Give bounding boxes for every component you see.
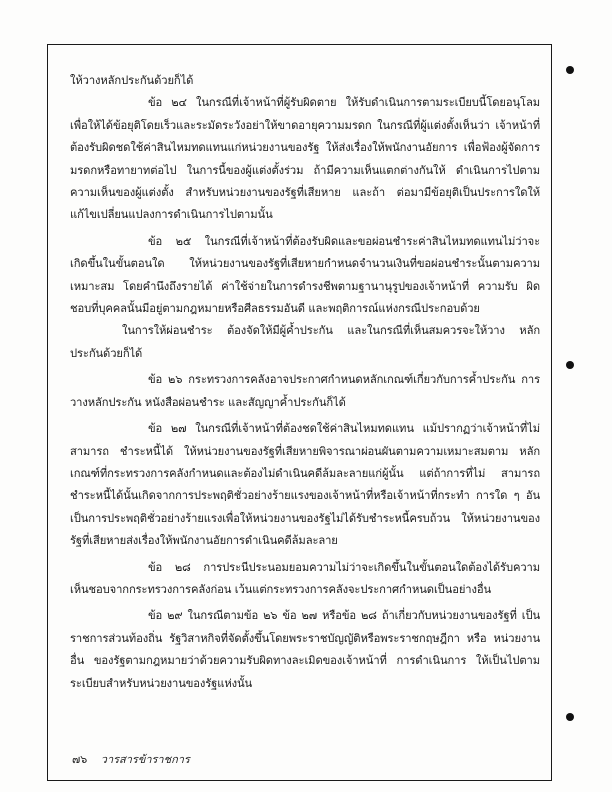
binder-hole-dot-bottom [566,713,574,721]
paragraph-p3: ข้อ ๒๕ ในกรณีที่เจ้าหน้าที่ต้องรับผิดและขอผ่อนชำระค่าสินไหมทดแทนไม่ว่าจะ เกิดขึ้นในขั้นตอนใด ให้หน่วยงานของรัฐที่เสียหายกำหนดจำนวนเงินที่ขอผ่อนชำระนั้นตามความ เหมาะสม โดยคำนึงถึงรายได้ ค่าใช้จ่ายในการดำรงชีพตามฐานานุรูปของเจ้าหน้าที่ ความรับ ผิดชอบที่บุคคลนั้นมีอยู่ตามกฎหมายหรือศีลธรรมอันดี และพฤติการณ์แห่งกรณีประกอบด้วย [70,234,540,316]
paragraph-p8: ข้อ ๒๙ ในกรณีตามข้อ ๒๖ ข้อ ๒๗ หรือข้อ ๒๘ ถ้าเกี่ยวกับหน่วยงานของรัฐที่ เป็นราชการส่วนท้องถิ่น รัฐวิสาหกิจที่จัดตั้งขึ้นโดยพระราชบัญญัติหรือพระราชกฤษฎีกา หรือ หน่วยงานอื่น ของรัฐตามกฎหมายว่าด้วยความรับผิดทางละเมิดของเจ้าหน้าที่ การดำเนินการ ให้เป็นไปตามระเบียบสำหรับหน่วยงานของรัฐแห่งนั้น [70,609,540,690]
paragraph-p6: ข้อ ๒๗ ในกรณีที่เจ้าหน้าที่ต้องชดใช้ค่าสินไหมทดแทน แม้ปรากฏว่าเจ้าหน้าที่ไม่ สามารถ ชำระหนี้ได้ ให้หน่วยงานของรัฐที่เสียหายพิจารณาผ่อนผันตามความเหมาะสมตาม หลักเกณฑ์ที่กระทรวงการคลังกำหนดและต้องไม่ดำเนินคดีล้มละลายแก่ผู้นั้น แต่ถ้าการที่ไม่ สามารถชำระหนี้ได้นั้นเกิดจากการประพฤติชั่วอย่างร้ายแรงของเจ้าหน้าที่หรือเจ้าหน้าที่กระทำ การใด ๆ อันเป็นการประพฤติชั่วอย่างร้ายแรงเพื่อให้หน่วยงานของรัฐไม่ได้รับชำระหนี้ครบถ้วน ให้หน่วยงานของรัฐที่เสียหายส่งเรื่องให้พนักงานอัยการดำเนินคดีล้มละลาย [70,422,540,548]
binder-hole-dot-top [566,66,574,74]
paragraph-p4: ในการให้ผ่อนชำระ ต้องจัดให้มีผู้ค้ำประกัน และในกรณีที่เห็นสมควรจะให้วาง หลักประกันด้วยก็ได้ [70,324,540,360]
paragraph-p7: ข้อ ๒๘ การประนีประนอมยอมความไม่ว่าจะเกิดขึ้นในขั้นตอนใดต้องได้รับความ เห็นชอบจากกระทรวงการคลังก่อน เว้นแต่กระทรวงการคลังจะประกาศกำหนดเป็นอย่างอื่น [70,560,540,596]
paragraph-p1: ให้วางหลักประกันด้วยก็ได้ [70,74,194,87]
paragraph-p5: ข้อ ๒๖ กระทรวงการคลังอาจประกาศกำหนดหลักเกณฑ์เกี่ยวกับการค้ำประกัน การวางหลักประกัน หนังสือผ่อนชำระ และสัญญาค้ำประกันก็ได้ [70,373,540,409]
binder-hole-dot-middle [566,361,574,369]
paragraph-p2: ข้อ ๒๔ ในกรณีที่เจ้าหน้าที่ผู้รับผิดตาย ให้รับดำเนินการตามระเบียบนี้โดยอนุโลม เพื่อให้ได้ข้อยุติโดยเร็วและระมัดระวังอย่าให้ขาดอายุความมรดก ในกรณีที่ผู้แต่งตั้งเห็นว่า เจ้าหน้าที่ต้องรับผิดชดใช้ค่าสินไหมทดแทนแก่หน่วยงานของรัฐ ให้ส่งเรื่องให้พนักงานอัยการ เพื่อฟ้องผู้จัดการมรดกหรือทายาทต่อไป ในการนี้ของผู้แต่งตั้งร่วม ถ้ามีความเห็นแตกต่างกันให้ ดำเนินการไปตามความเห็นของผู้แต่งตั้ง สำหรับหน่วยงานของรัฐที่เสียหาย และถ้า ต่อมามีข้อยุติเป็นประการใดให้แก้ไขเปลี่ยนแปลงการดำเนินการไปตามนั้น [70,96,540,222]
page-footer [72,750,190,768]
document-body [70,70,540,695]
page-number: ๗๖ [72,753,88,766]
publication-name: วารสารข้าราชการ [100,753,190,766]
